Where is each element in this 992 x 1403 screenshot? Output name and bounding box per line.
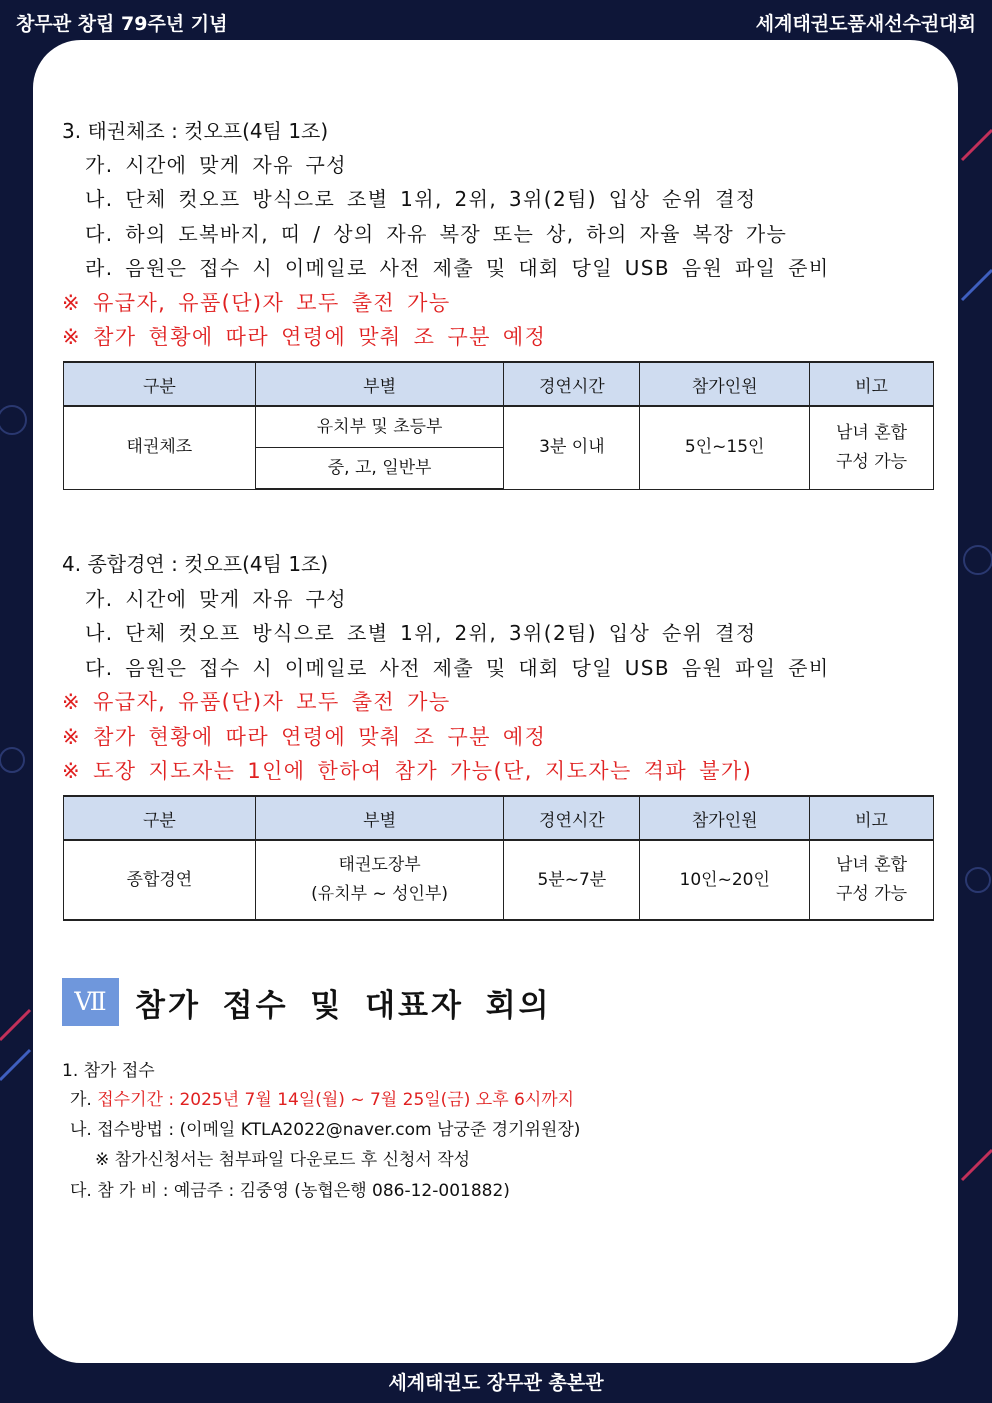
section-3-note: ※ 유급자, 유품(단)자 모두 출전 가능 — [62, 291, 451, 315]
remark-cell — [810, 406, 934, 489]
remark-cell — [810, 840, 934, 920]
combined-performance-table — [63, 795, 934, 921]
table-header-cell: 구분 — [64, 362, 256, 406]
people-cell: 10인~20인 — [640, 840, 810, 920]
category-cell: 태권체조 — [64, 406, 256, 489]
remark-line: 구성 가능 — [836, 884, 908, 904]
section-4-line: 다. 음원은 접수 시 이메일로 사전 제출 및 대회 당일 USB 음원 파일 준비 — [85, 656, 830, 680]
header-right-text: 세계태권도품새선수권대회 — [755, 13, 976, 35]
section-3-heading: 3. 태권체조 : 컷오프(4팀 1조) — [62, 119, 329, 143]
table-header-cell: 구분 — [64, 796, 256, 840]
section-4-line: 가. 시간에 맞게 자유 구성 — [85, 587, 347, 611]
registration-period-row — [70, 1085, 574, 1110]
document-page — [33, 40, 958, 1363]
registration-method-note: ※ 참가신청서는 첨부파일 다운로드 후 신청서 작성 — [95, 1150, 471, 1170]
section-4-note: ※ 유급자, 유품(단)자 모두 출전 가능 — [62, 690, 451, 714]
footer-text: 세계태권도 장무관 총본관 — [388, 1372, 604, 1394]
section-3-note: ※ 참가 현황에 따라 연령에 맞춰 조 구분 예정 — [62, 325, 547, 349]
remark-line: 남녀 혼합 — [836, 855, 908, 875]
table-header-cell: 참가인원 — [640, 796, 810, 840]
people-cell: 5인~15인 — [640, 406, 810, 489]
registration-method: 나. 접수방법 : (이메일 KTLA2022@naver.com 남궁준 경기위원장) — [70, 1120, 581, 1140]
section-3-line: 나. 단체 컷오프 방식으로 조별 1위, 2위, 3위(2팀) 입상 순위 결정 — [85, 187, 757, 211]
section-numeral-badge: Ⅶ — [62, 978, 119, 1026]
division-cell — [255, 840, 504, 920]
section-3-line: 라. 음원은 접수 시 이메일로 사전 제출 및 대회 당일 USB 음원 파일 준비 — [85, 256, 830, 280]
table-header-cell: 비고 — [810, 796, 934, 840]
table-header-cell: 참가인원 — [640, 362, 810, 406]
registration-subheading: 1. 참가 접수 — [62, 1061, 155, 1081]
registration-period-prefix: 가. — [70, 1090, 98, 1110]
section-4-line: 나. 단체 컷오프 방식으로 조별 1위, 2위, 3위(2팀) 입상 순위 결정 — [85, 621, 757, 645]
section-4-heading: 4. 종합경연 : 컷오프(4팀 1조) — [62, 552, 329, 576]
section-3-line: 가. 시간에 맞게 자유 구성 — [85, 153, 347, 177]
table-header-cell: 비고 — [810, 362, 934, 406]
division-cell: 중, 고, 일반부 — [255, 448, 504, 490]
table-header-cell: 경연시간 — [504, 362, 640, 406]
section-4-note: ※ 도장 지도자는 1인에 한하여 참가 가능(단, 지도자는 격파 불가) — [62, 759, 753, 783]
table-header-cell: 부별 — [255, 362, 504, 406]
division-cell: 유치부 및 초등부 — [255, 406, 504, 448]
registration-fee: 다. 참 가 비 : 예금주 : 김중영 (농협은행 086-12-001882) — [70, 1181, 510, 1201]
remark-line: 남녀 혼합 — [836, 422, 908, 443]
category-cell: 종합경연 — [64, 840, 256, 920]
taekwondo-gymnastics-table — [63, 361, 934, 490]
division-line: 태권도장부 — [338, 855, 421, 875]
time-cell: 5분~7분 — [504, 840, 640, 920]
division-line: (유치부 ~ 성인부) — [311, 884, 449, 904]
time-cell: 3분 이내 — [504, 406, 640, 489]
table-header-cell: 경연시간 — [504, 796, 640, 840]
header-left-text: 창무관 창립 79주년 기념 — [16, 13, 228, 35]
section-4-note: ※ 참가 현황에 따라 연령에 맞춰 조 구분 예정 — [62, 725, 547, 749]
table-header-cell: 부별 — [255, 796, 504, 840]
section-7-title: 참가 접수 및 대표자 회의 — [135, 988, 552, 1024]
section-3-line: 다. 하의 도복바지, 띠 / 상의 자유 복장 또는 상, 하의 자율 복장 가능 — [85, 222, 788, 246]
remark-line: 구성 가능 — [836, 451, 908, 472]
registration-period: 접수기간 : 2025년 7월 14일(월) ~ 7월 25일(금) 오후 6시까지 — [97, 1090, 575, 1110]
